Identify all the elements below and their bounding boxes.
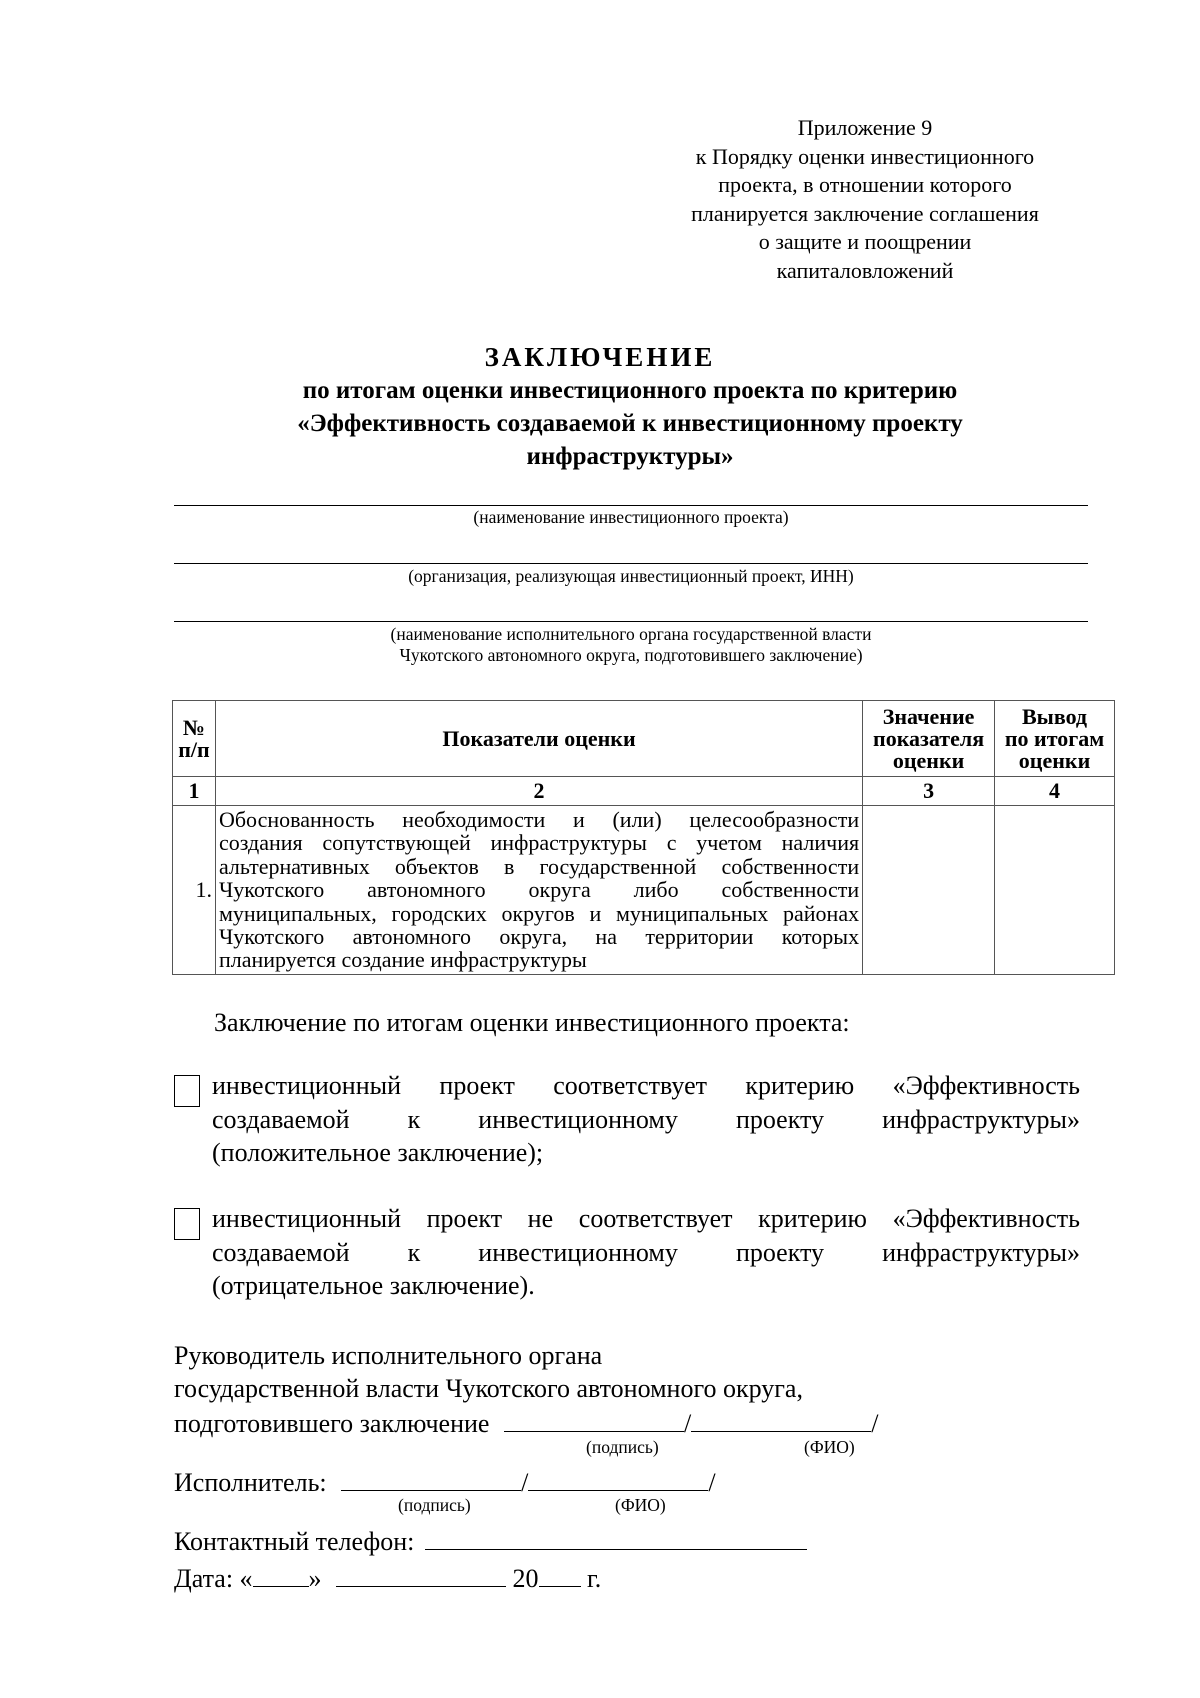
header-number: № п/п: [173, 701, 216, 777]
header-value: Значение показателя оценки: [863, 701, 995, 777]
row-number: 1.: [173, 806, 216, 975]
column-number: 2: [215, 777, 862, 806]
subtitle-line: инфраструктуры»: [526, 443, 734, 470]
document-subtitle: [200, 374, 1060, 473]
header-result: Вывод по итогам оценки: [995, 701, 1115, 777]
conclusion-heading: Заключение по итогам оценки инвестиционного проекта:: [214, 1008, 850, 1037]
date-year-field[interactable]: [539, 1560, 581, 1587]
phone-field[interactable]: [425, 1523, 807, 1550]
head-name-caption: (ФИО): [804, 1437, 855, 1457]
appendix-reference: [660, 114, 1070, 285]
year-suffix: г.: [587, 1564, 602, 1593]
column-number: 3: [863, 777, 995, 806]
appendix-line: планируется заключение соглашения: [691, 200, 1039, 226]
table-row: [173, 806, 1115, 975]
head-signature-line: подготовившего заключение / /: [174, 1405, 878, 1440]
negative-checkbox[interactable]: [174, 1208, 200, 1240]
executor-signature-field[interactable]: [341, 1464, 521, 1491]
executor-name-caption: (ФИО): [615, 1495, 666, 1515]
executor-line: Исполнитель: / /: [174, 1464, 716, 1499]
appendix-line: капиталовложений: [776, 257, 954, 283]
column-number-row: [173, 777, 1115, 806]
appendix-line: проекта, в отношении которого: [718, 172, 1012, 197]
authority-line[interactable]: [174, 621, 1088, 622]
year-prefix: 20: [512, 1564, 539, 1593]
authority-caption-line: Чукотского автономного округа, подготовившего заключение): [399, 645, 863, 665]
head-signature-caption: (подпись): [586, 1437, 659, 1457]
positive-option-text: инвестиционный проект соответствует критерию «Эффективность создаваемой к инвестиционному проекту инфраструктуры» (положительное заключение);: [212, 1071, 1080, 1167]
head-title-line: Руководитель исполнительного органа: [174, 1341, 603, 1370]
table-header-row: [173, 701, 1115, 777]
row-value-cell[interactable]: [863, 806, 995, 975]
authority-caption-line: (наименование исполнительного органа государственной власти: [390, 624, 872, 644]
negative-option[interactable]: [174, 1202, 1080, 1312]
organization-caption: (организация, реализующая инвестиционный проект, ИНН): [408, 566, 854, 586]
head-signature-block: [174, 1339, 878, 1440]
row-result-cell[interactable]: [995, 806, 1115, 975]
executor-label: Исполнитель:: [174, 1468, 327, 1497]
phone-line: [174, 1523, 807, 1558]
project-name-caption: (наименование инвестиционного проекта): [473, 507, 789, 527]
evaluation-table: [172, 700, 1115, 975]
column-number: 4: [995, 777, 1115, 806]
project-name-line[interactable]: [174, 505, 1088, 506]
executor-name-field[interactable]: [528, 1464, 708, 1491]
subtitle-line: по итогам оценки инвестиционного проекта по критерию: [302, 377, 958, 404]
appendix-line: к Порядку оценки инвестиционного: [695, 143, 1035, 169]
head-name-field[interactable]: [691, 1405, 871, 1432]
appendix-line: о защите и поощрении: [758, 229, 972, 254]
head-signature-field[interactable]: [504, 1405, 684, 1432]
head-title-line: государственной власти Чукотского автономного округа,: [174, 1374, 803, 1403]
date-day-field[interactable]: [253, 1560, 309, 1587]
header-indicators: Показатели оценки: [215, 701, 862, 777]
subtitle-line: «Эффективность создаваемой к инвестиционному проекту: [297, 410, 963, 437]
phone-label: Контактный телефон:: [174, 1527, 415, 1556]
positive-option[interactable]: [174, 1069, 1080, 1179]
date-month-field[interactable]: [336, 1560, 506, 1587]
column-number: 1: [173, 777, 216, 806]
document-title: ЗАКЛЮЧЕНИЕ: [484, 342, 716, 372]
row-criterion: Обоснованность необходимости и (или) целесообразности создания сопутствующей инфраструктуры с учетом наличия альтернативных объектов в государственной собственности Чукотского автономного округа либо собственности муниципальных, городских округов и муниципальных районах Чукотского автономного округа, на территории которых планируется создание инфраструктуры: [215, 806, 862, 975]
date-label: Дата: «: [174, 1564, 253, 1593]
date-line: Дата: « » 20 г.: [174, 1560, 601, 1595]
authority-caption: [174, 624, 1088, 666]
executor-signature-caption: (подпись): [398, 1495, 471, 1515]
organization-line[interactable]: [174, 563, 1088, 564]
negative-option-text: инвестиционный проект не соответствует критерию «Эффективность создаваемой к инвестиционному проекту инфраструктуры» (отрицательное заключение).: [212, 1204, 1080, 1300]
positive-checkbox[interactable]: [174, 1075, 200, 1107]
appendix-line: Приложение 9: [797, 115, 933, 140]
